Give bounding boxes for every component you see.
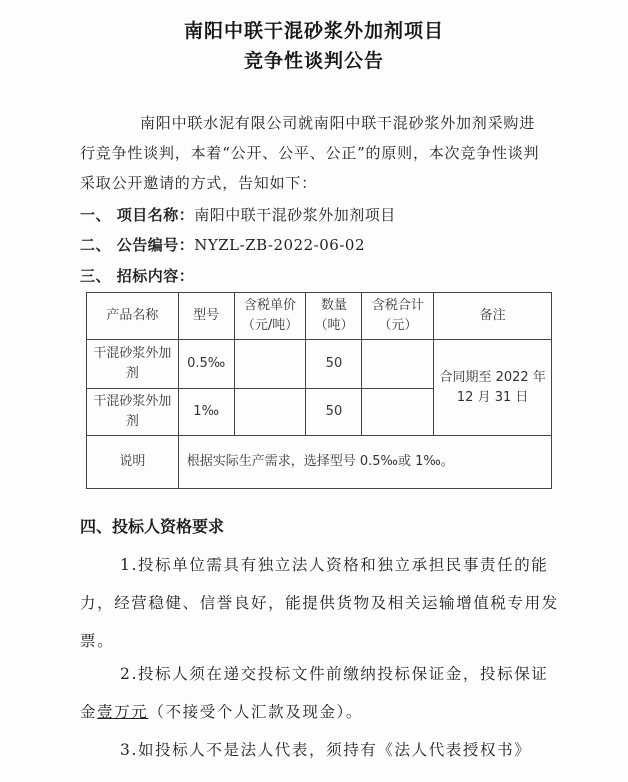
section2-label: 二、 公告编号： <box>80 236 195 254</box>
price-cell <box>234 389 306 436</box>
header-cell: 型号 <box>178 293 234 340</box>
header-cell: 备注 <box>434 293 552 340</box>
header-cell: 数量（吨） <box>306 293 362 340</box>
document-subtitle: 竞争性谈判公告 <box>243 50 384 72</box>
p2-text-a: 2.投标人须在递交投标文件前缴纳投标保证金，投标保证金 <box>80 665 549 721</box>
section2-value: NYZL-ZB-2022-06-02 <box>194 236 365 254</box>
table-header-row <box>87 293 552 340</box>
deposit-amount: 壹万元 <box>97 703 149 721</box>
section-notice-number <box>80 234 365 255</box>
p2-text-b: （不接受个人汇款及现金）。 <box>148 703 363 721</box>
intro-paragraph <box>80 108 550 198</box>
section1-value: 南阳中联干混砂浆外加剂项目 <box>194 206 396 224</box>
qualification-paragraph-3 <box>80 731 560 769</box>
qualification-paragraph-1 <box>80 546 560 660</box>
note-text-cell: 根据实际生产需求，选择型号 0.5‰或 1‰。 <box>178 436 551 489</box>
quantity-cell: 50 <box>306 340 362 389</box>
product-name-cell: 干混砂浆外加剂 <box>87 340 179 389</box>
p1-text: 1.投标单位需具有独立法人资格和独立承担民事责任的能力，经营稳健、信誉良好，能提供货物及相关运输增值税专用发票。 <box>80 556 559 650</box>
price-cell <box>234 340 306 389</box>
note-label-cell: 说明 <box>87 436 179 489</box>
header-cell: 含税单价（元/吨） <box>234 293 306 340</box>
section4-heading: 四、投标人资格要求 <box>80 517 225 536</box>
section3-label: 三、 招标内容： <box>80 267 195 285</box>
total-cell <box>362 389 434 436</box>
section-project-name <box>80 204 396 225</box>
product-name-cell: 干混砂浆外加剂 <box>87 389 179 436</box>
remark-cell: 合同期至 2022 年 12 月 31 日 <box>434 340 552 436</box>
intro-text: 南阳中联水泥有限公司就南阳中联干混砂浆外加剂采购进行竞争性谈判，本着“公开、公平、公正”的原则，本次竞争性谈判采取公开邀请的方式，告知如下： <box>80 114 540 192</box>
table-note-row <box>87 436 552 489</box>
model-cell: 0.5‰ <box>178 340 234 389</box>
header-cell: 产品名称 <box>87 293 179 340</box>
tender-table <box>86 292 552 489</box>
header-cell: 含税合计（元） <box>362 293 434 340</box>
table-row <box>87 340 552 389</box>
section1-label: 一、 项目名称： <box>80 206 195 224</box>
document-title: 南阳中联干混砂浆外加剂项目 <box>183 20 444 42</box>
p3-text: 3.如投标人不是法人代表，须持有《法人代表授权书》 <box>120 741 532 759</box>
total-cell <box>362 340 434 389</box>
section-tender-content <box>80 265 194 286</box>
quantity-cell: 50 <box>306 389 362 436</box>
qualification-paragraph-2 <box>80 655 560 731</box>
model-cell: 1‰ <box>178 389 234 436</box>
